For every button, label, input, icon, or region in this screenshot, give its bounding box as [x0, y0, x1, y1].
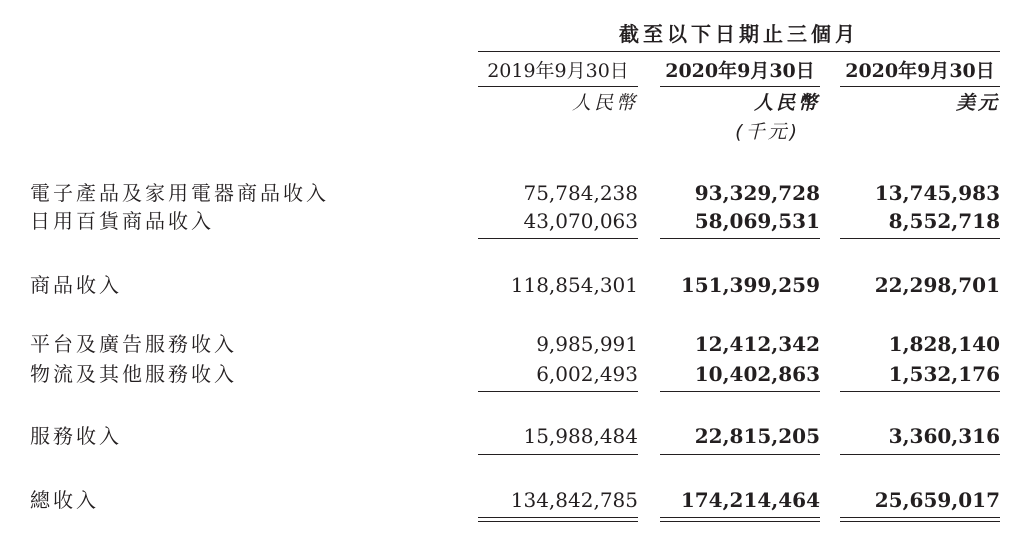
subtotal-rule [660, 238, 820, 239]
column-currency-2020-rmb: 人民幣 [753, 92, 820, 114]
row-value-2020-usd: 3,360,316 [888, 424, 1000, 448]
row-value-2020-rmb: 22,815,205 [694, 424, 820, 448]
row-value-2019: 6,002,493 [536, 362, 638, 386]
period-title: 截至以下日期止三個月 [619, 22, 859, 46]
total-double-rule [660, 517, 820, 522]
row-value-2019: 15,988,484 [523, 424, 638, 448]
row-label: 總收入 [30, 488, 99, 512]
row-value-2019: 134,842,785 [510, 488, 638, 512]
table-row [0, 179, 1024, 207]
table-row [0, 207, 1024, 235]
table-row-total [0, 486, 1024, 514]
row-value-2019: 9,985,991 [536, 332, 638, 356]
row-value-2019: 43,070,063 [523, 209, 638, 233]
row-value-2020-usd: 8,552,718 [888, 209, 1000, 233]
row-value-2019: 118,854,301 [510, 273, 638, 297]
column-divider [840, 86, 1000, 87]
row-label: 平台及廣告服務收入 [30, 332, 237, 356]
row-value-2020-rmb: 174,214,464 [680, 488, 820, 512]
row-value-2020-usd: 13,745,983 [874, 181, 1000, 205]
column-unit: (千元) [735, 121, 800, 143]
subtotal-rule [660, 454, 820, 455]
row-value-2020-rmb: 93,329,728 [694, 181, 820, 205]
row-value-2020-usd: 25,659,017 [874, 488, 1000, 512]
period-divider [478, 51, 1000, 52]
row-value-2019: 75,784,238 [523, 181, 638, 205]
row-value-2020-rmb: 10,402,863 [694, 362, 820, 386]
column-date-2019: 2019年9月30日 [487, 60, 629, 82]
subtotal-rule [840, 391, 1000, 392]
row-value-2020-rmb: 151,399,259 [680, 273, 820, 297]
column-date-2020-rmb: 2020年9月30日 [665, 60, 815, 82]
row-label: 物流及其他服務收入 [30, 362, 237, 386]
subtotal-rule [478, 454, 638, 455]
total-double-rule [840, 517, 1000, 522]
row-label: 商品收入 [30, 273, 122, 297]
row-label: 服務收入 [30, 424, 122, 448]
table-row-subtotal [0, 271, 1024, 299]
row-label: 日用百貨商品收入 [30, 209, 214, 233]
row-value-2020-usd: 22,298,701 [874, 273, 1000, 297]
subtotal-rule [840, 454, 1000, 455]
row-value-2020-usd: 1,532,176 [888, 362, 1000, 386]
total-double-rule [478, 517, 638, 522]
column-currency-2020-usd: 美元 [955, 92, 1000, 114]
table-row [0, 330, 1024, 358]
row-value-2020-rmb: 12,412,342 [694, 332, 820, 356]
subtotal-rule [478, 238, 638, 239]
column-currency-2019: 人民幣 [571, 92, 638, 114]
column-divider [478, 86, 638, 87]
table-row-subtotal [0, 422, 1024, 450]
subtotal-rule [840, 238, 1000, 239]
row-value-2020-rmb: 58,069,531 [694, 209, 820, 233]
row-value-2020-usd: 1,828,140 [888, 332, 1000, 356]
subtotal-rule [478, 391, 638, 392]
table-row [0, 360, 1024, 388]
subtotal-rule [660, 391, 820, 392]
column-divider [660, 86, 820, 87]
row-label: 電子產品及家用電器商品收入 [30, 181, 329, 205]
column-date-2020-usd: 2020年9月30日 [845, 60, 995, 82]
